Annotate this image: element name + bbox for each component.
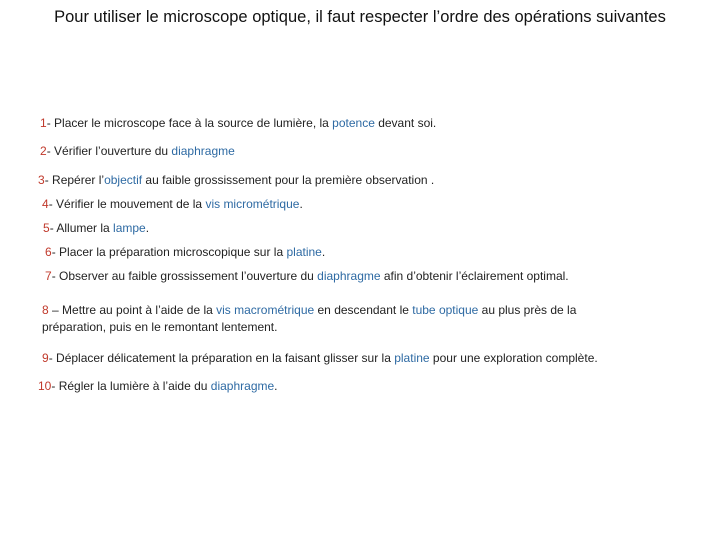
step-1: [40, 115, 436, 132]
term-diaphragme: diaphragme: [210, 379, 275, 393]
step-10: [38, 378, 278, 395]
step-text: afin d’obtenir l’éclairement optimal.: [380, 269, 569, 283]
step-number: 6: [45, 245, 52, 259]
step-number: 9: [42, 351, 49, 365]
step-text: devant soi.: [374, 116, 437, 130]
step-6: [45, 244, 325, 261]
step-text: Vérifier l’ouverture du: [54, 144, 172, 158]
step-separator: -: [46, 116, 55, 130]
step-text: Déplacer délicatement la préparation en la faisant glisser sur la: [56, 351, 395, 365]
step-separator: -: [44, 173, 53, 187]
term-vis-micrometrique: vis micrométrique: [205, 197, 300, 211]
term-objectif: objectif: [104, 173, 143, 187]
page-title: Pour utiliser le microscope optique, il faut respecter l’ordre des opérations suivantes: [54, 8, 666, 26]
step-text: Vérifier le mouvement de la: [56, 197, 206, 211]
step-text: en descendant le: [314, 303, 413, 317]
step-text: .: [321, 245, 326, 259]
step-separator: –: [48, 303, 63, 317]
step-separator: -: [48, 351, 57, 365]
step-text: Repérer l’: [52, 173, 105, 187]
step-number: 1: [40, 116, 47, 130]
step-text: Régler la lumière à l’aide du: [58, 379, 211, 393]
term-platine: platine: [394, 351, 430, 365]
step-text: Placer le microscope face à la source de lumière, la: [54, 116, 333, 130]
step-separator: -: [51, 379, 59, 393]
term-lampe: lampe: [113, 221, 146, 235]
step-separator: -: [49, 221, 57, 235]
term-diaphragme: diaphragme: [317, 269, 381, 283]
term-vis-macrometrique: vis macrométrique: [216, 303, 315, 317]
term-tube-optique: tube optique: [412, 303, 479, 317]
step-number: 3: [38, 173, 45, 187]
step-number: 2: [40, 144, 47, 158]
step-text: .: [145, 221, 150, 235]
term-platine: platine: [286, 245, 322, 259]
step-number: 8: [42, 303, 49, 317]
step-5: [43, 220, 149, 237]
step-9: [42, 350, 598, 367]
step-separator: -: [48, 197, 57, 211]
step-separator: -: [46, 144, 55, 158]
step-text: Allumer la: [56, 221, 114, 235]
step-7: [45, 268, 569, 285]
step-number: 4: [42, 197, 49, 211]
term-potence: potence: [332, 116, 375, 130]
step-number: 10: [38, 379, 52, 393]
step-2: [40, 143, 235, 160]
step-text: .: [274, 379, 278, 393]
step-text: au plus près de la préparation, puis en le remontant lentement.: [42, 303, 577, 334]
step-text: pour une exploration complète.: [429, 351, 598, 365]
step-text: au faible grossissement pour la première observation .: [142, 173, 435, 187]
step-text: Placer la préparation microscopique sur la: [59, 245, 287, 259]
step-number: 5: [43, 221, 50, 235]
step-8: [42, 302, 642, 336]
step-separator: -: [51, 269, 60, 283]
step-number: 7: [45, 269, 52, 283]
step-text: Observer au faible grossissement l’ouverture du: [59, 269, 318, 283]
step-3: [38, 172, 434, 189]
term-diaphragme: diaphragme: [171, 144, 235, 158]
step-text: Mettre au point à l’aide de la: [62, 303, 217, 317]
step-4: [42, 196, 303, 213]
step-text: .: [299, 197, 303, 211]
step-separator: -: [51, 245, 60, 259]
